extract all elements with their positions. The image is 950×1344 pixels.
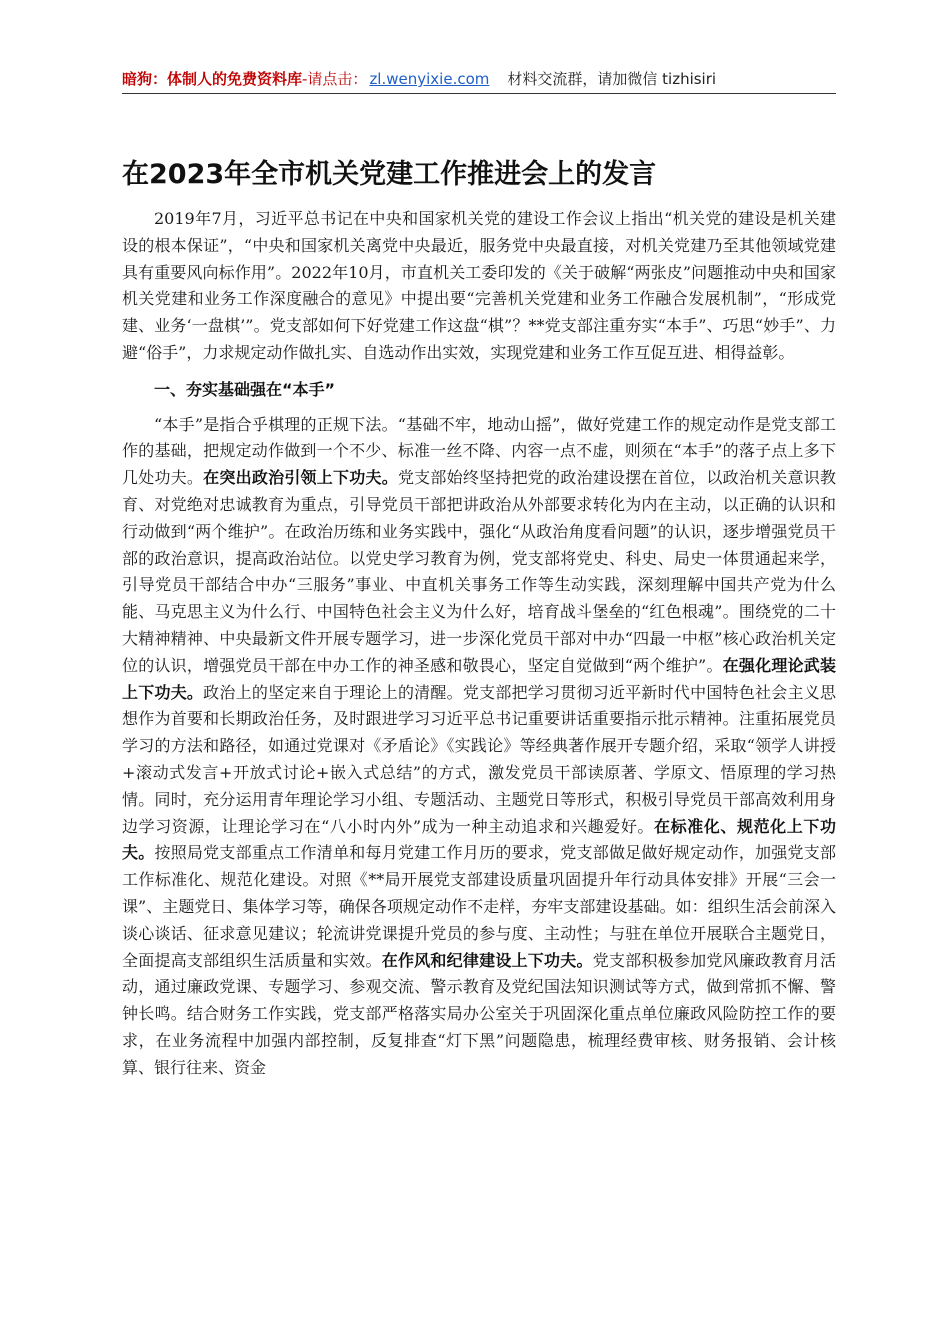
intro-paragraph: 2019年7月，习近平总书记在中央和国家机关党的建设工作会议上指出“机关党的建设是机关建设的根本保证”，“中央和国家机关离党中央最近，服务党中央最直接，对机关党建乃至其他领域党建具有重要风向标作用”。2022年10月，市直机关工委印发的《关于破解“两张皮”问题推动中央和国家机关党建和业务工作深度融合的意见》中提出要“完善机关党建和业务工作融合发展机制”，“形成党建、业务‘一盘棋’”。党支部如何下好党建工作这盘“棋”？**党支部注重夯实“本手”、巧思“妙手”、力避“俗手”，力求规定动作做扎实、自选动作出实效，实现党建和业务工作互促互进、相得益彰。 (122, 209, 836, 362)
section-heading: 一、夯实基础强在“本手” (154, 379, 336, 399)
header-brand: 暗狗：体制人的免费资料库 (122, 70, 303, 88)
point-text-standardization: 按照局党支部重点工作清单和每月党建工作月历的要求，党支部做足做好规定动作，加强党支部工作标准化、规范化建设。对照《**局开展党支部建设质量巩固提升年行动具体安排》开展“三会一课”、主题党日、集体学习等，确保各项规定动作不走样，夯牢支部建设基础。如：组织生活会前深入谈心谈话、征求意见建议；轮流讲党课提升党员的参与度、主动性；与驻在单位开展联合主题党日，全面提高支部组织生活质量和实效。 (122, 843, 836, 970)
page-header (122, 68, 836, 90)
document-title: 在2023年全市机关党建工作推进会上的发言 (122, 159, 657, 190)
document-body (122, 206, 836, 1082)
point-title-standardization: 在标准化、规范化上下功夫。 (122, 816, 836, 863)
point-text-discipline: 党支部积极参加党风廉政教育月活动，通过廉政党课、专题学习、参观交流、警示教育及党纪国法知识测试等方式，做到常抓不懈、警钟长鸣。结合财务工作实践，党支部严格落实局办公室关于巩固深化重点单位廉政风险防控工作的要求，在业务流程中加强内部控制，反复排查“灯下黑”问题隐患，梳理经费审核、财务报销、会计核算、银行往来、资金 (122, 950, 836, 1077)
header-contact: 材料交流群，请加微信 tizhisiri (507, 70, 717, 88)
section-paragraph (122, 412, 836, 1082)
point-title-political: 在突出政治引领上下功夫。 (203, 468, 398, 488)
point-text-political: 党支部始终坚持把党的政治建设摆在首位，以政治机关意识教育、对党绝对忠诚教育为重点，引导党员干部把讲政治从外部要求转化为内在主动，以正确的认识和行动做到“两个维护”。在政治历练和业务实践中，强化“从政治角度看问题”的认识，逐步增强党员干部的政治意识，提高政治站位。以党史学习教育为例，党支部将党史、科史、局史一体贯通起来学，引导党员干部结合中办“三服务”事业、中直机关事务工作等生动实践，深刻理解中国共产党为什么能、马克思主义为什么行、中国特色社会主义为什么好，培育战斗堡垒的“红色根魂”。围绕党的二十大精神精神、中央最新文件开展专题学习，进一步深化党员干部对中办“四最一中枢”核心政治机关定位的认识，增强党员干部在中办工作的神圣感和敬畏心，坚定自觉做到“两个维护”。 (122, 468, 836, 675)
point-title-theory: 在强化理论武装上下功夫。 (122, 655, 836, 702)
header-prompt: -请点击： (302, 70, 368, 88)
point-title-discipline: 在作风和纪律建设上下功夫。 (381, 950, 593, 970)
header-link[interactable]: zl.wenyixie.com (369, 70, 490, 88)
section-intro-text: “本手”是指合乎棋理的正规下法。“基础不牢，地动山摇”，做好党建工作的规定动作是党支部工作的基础，把规定动作做到一个不少、标准一丝不降、内容一点不虚，则须在“本手”的落子点上多下几处功夫。 (122, 414, 836, 488)
point-text-theory: 政治上的坚定来自于理论上的清醒。党支部把学习贯彻习近平新时代中国特色社会主义思想作为首要和长期政治任务，及时跟进学习习近平总书记重要讲话重要指示批示精神。注重拓展党员学习的方法和路径，如通过党课对《矛盾论》《实践论》等经典著作展开专题介绍，采取“领学人讲授+滚动式发言+开放式讨论+嵌入式总结”的方式，激发党员干部读原著、学原文、悟原理的学习热情。同时，充分运用青年理论学习小组、专题活动、主题党日等形式，积极引导党员干部高效利用身边学习资源，让理论学习在“八小时内外”成为一种主动追求和兴趣爱好。 (122, 682, 836, 836)
header-divider (122, 93, 836, 94)
